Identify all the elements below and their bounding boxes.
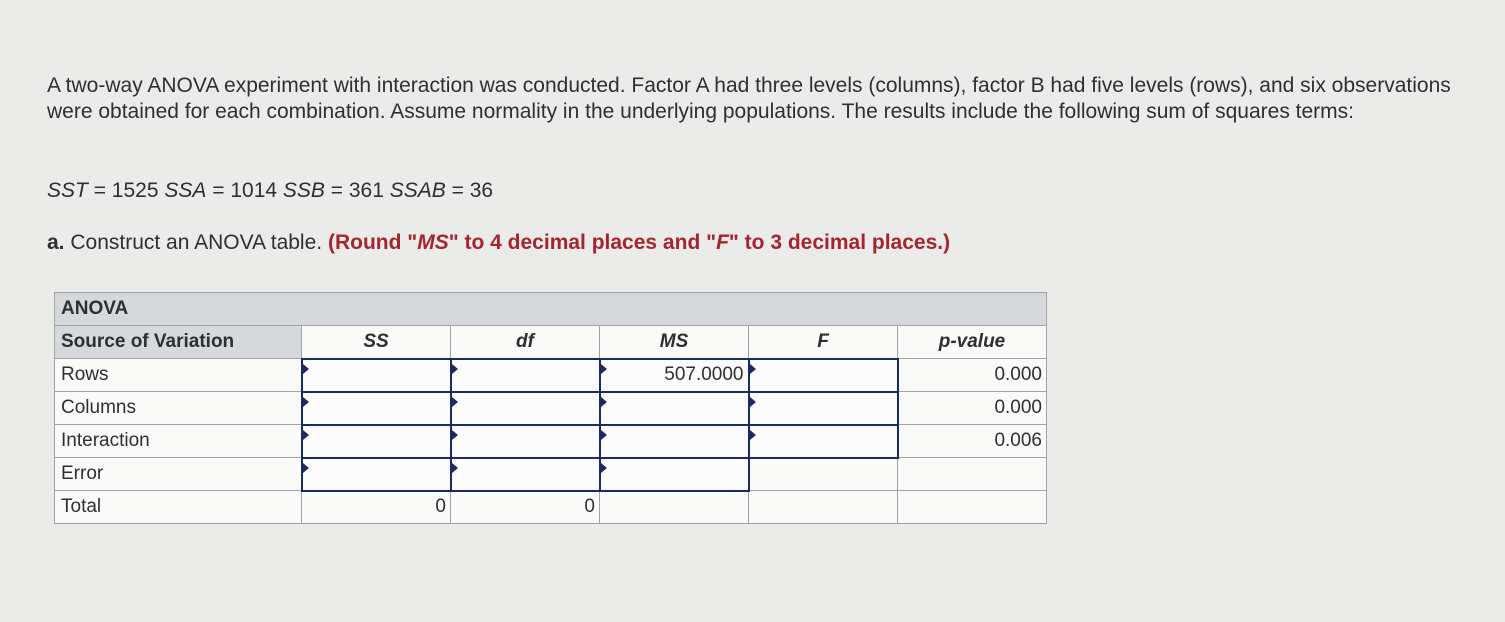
columns-ss-input[interactable] [302, 392, 451, 425]
ssab-value: = 36 [451, 179, 494, 202]
table-row-columns [55, 392, 1047, 425]
rounding-instruction: (Round "MS" to 4 decimal places and "F" to 3 decimal places.) [327, 231, 951, 254]
header-ss: SS [302, 326, 451, 359]
header-ms: MS [600, 326, 749, 359]
columns-f-input[interactable] [749, 392, 898, 425]
rows-ss-input[interactable] [302, 359, 451, 392]
header-df: df [451, 326, 600, 359]
columns-p-value: 0.000 [898, 392, 1047, 425]
part-a-text: Construct an ANOVA table. [70, 231, 323, 254]
question-text: A two-way ANOVA experiment with interaction was conducted. Factor A had three levels (columns), factor B had five levels (rows), and six observations were obtained for each combination. Assume normality in the underlying populations. The results include the following sum of squares terms: [47, 74, 1451, 123]
table-row-rows [55, 359, 1047, 392]
row-label-total: Total [55, 491, 302, 524]
total-f-cell [749, 491, 898, 524]
header-source: Source of Variation [55, 326, 302, 359]
table-row-interaction [55, 425, 1047, 458]
ssb-label: SSB [282, 179, 325, 202]
ssa-label: SSA [164, 179, 207, 202]
total-ms-cell [600, 491, 749, 524]
interaction-ms-input[interactable] [600, 425, 749, 458]
total-p-cell [898, 491, 1047, 524]
error-f-cell [749, 458, 898, 491]
rows-ms-input[interactable]: 507.0000 [600, 359, 749, 392]
interaction-ss-input[interactable] [302, 425, 451, 458]
table-title: ANOVA [55, 293, 1047, 326]
table-row-total [55, 491, 1047, 524]
part-a-prompt [47, 229, 950, 257]
row-label-error: Error [55, 458, 302, 491]
ssb-value: = 361 [330, 179, 384, 202]
rows-f-input[interactable] [749, 359, 898, 392]
row-label-rows: Rows [55, 359, 302, 392]
table-row-error [55, 458, 1047, 491]
total-df-value: 0 [451, 491, 600, 524]
columns-ms-input[interactable] [600, 392, 749, 425]
sum-of-squares-values [47, 177, 493, 205]
ssa-value: = 1014 [212, 179, 278, 202]
table-header-row [55, 326, 1047, 359]
rows-p-value: 0.000 [898, 359, 1047, 392]
header-p-value: p-value [898, 326, 1047, 359]
error-ms-input[interactable] [600, 458, 749, 491]
rows-df-input[interactable] [451, 359, 600, 392]
error-ss-input[interactable] [302, 458, 451, 491]
error-df-input[interactable] [451, 458, 600, 491]
sst-value: = 1525 [93, 179, 159, 202]
header-f: F [749, 326, 898, 359]
interaction-df-input[interactable] [451, 425, 600, 458]
total-ss-value: 0 [302, 491, 451, 524]
ssab-label: SSAB [389, 179, 446, 202]
sst-label: SST [47, 179, 88, 202]
interaction-f-input[interactable] [749, 425, 898, 458]
table-title-row [55, 293, 1047, 326]
row-label-interaction: Interaction [55, 425, 302, 458]
part-a-label: a. [47, 231, 65, 254]
row-label-columns: Columns [55, 392, 302, 425]
anova-table [54, 292, 1047, 524]
columns-df-input[interactable] [451, 392, 600, 425]
error-p-cell [898, 458, 1047, 491]
interaction-p-value: 0.006 [898, 425, 1047, 458]
